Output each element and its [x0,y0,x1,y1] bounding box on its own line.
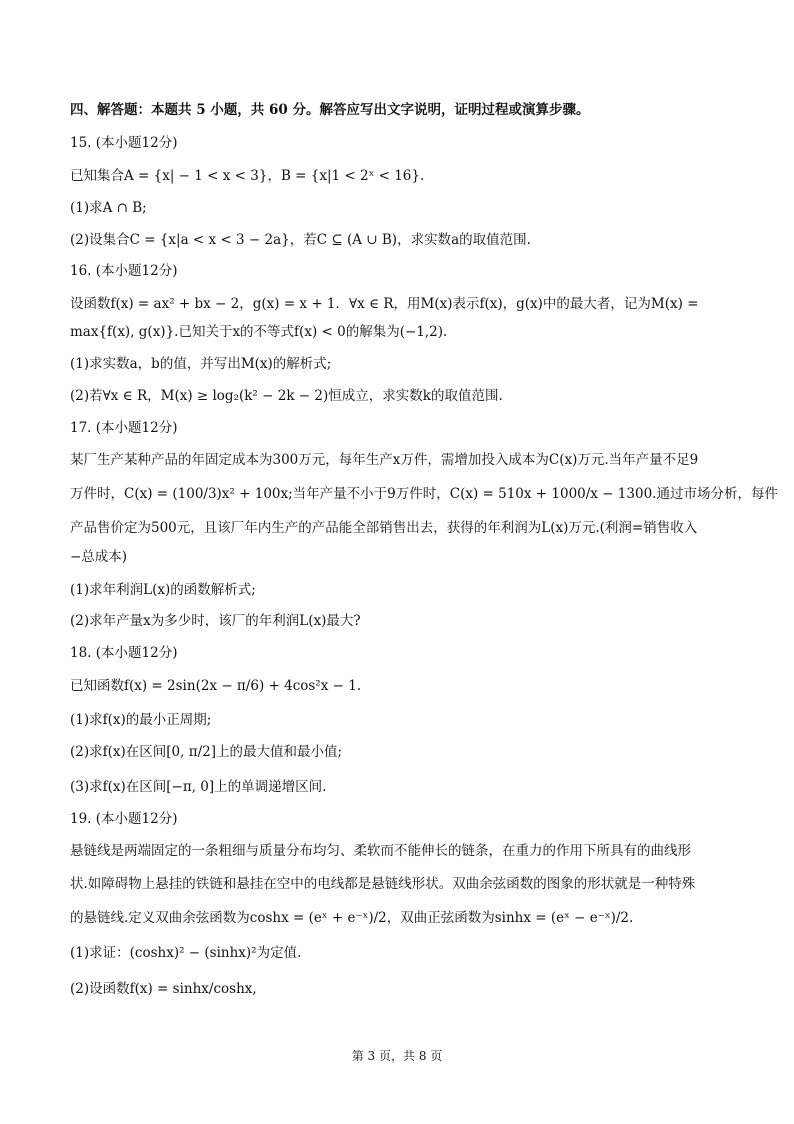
problem-16-line-4: (2)若∀x ∈ R，M(x) ≥ log₂(k² − 2k − 2)恒成立，求实数k的取值范围. [70,388,503,404]
problem-19-line-5: (2)设函数f(x) = sinhx/coshx, [70,981,257,997]
problem-19-header: 19. (本小题12分) [70,811,178,827]
problem-17-line-2: 万件时，C(x) = (100/3)x² + 100x;当年产量不小于9万件时，C(x) = 510x + 1000/x − 1300.通过市场分析，每件 [70,486,778,502]
problem-18-header: 18. (本小题12分) [70,645,178,661]
problem-17-line-5: (1)求年利润L(x)的函数解析式; [70,582,256,598]
problem-17-line-4: −总成本) [70,549,128,565]
section-heading: 四、解答题：本题共 5 小题，共 60 分。解答应写出文字说明，证明过程或演算步骤。 [70,102,590,118]
page-footer: 第 3 页，共 8 页 [351,1049,443,1063]
problem-19-line-3: 的悬链线.定义双曲余弦函数为coshx = (eˣ + e⁻ˣ)/2，双曲正弦函数为sinhx = (eˣ − e⁻ˣ)/2. [70,910,634,926]
problem-18-line-3: (2)求f(x)在区间[0, π/2]上的最大值和最小值; [70,744,343,760]
problem-18-line-1: 已知函数f(x) = 2sin(2x − π/6) + 4cos²x − 1. [70,678,362,694]
problem-19-line-1: 悬链线是两端固定的一条粗细与质量分布均匀、柔软而不能伸长的链条，在重力的作用下所具有的曲线形 [70,843,691,859]
problem-15-line-2: (1)求A ∩ B; [70,200,147,216]
problem-17-header: 17. (本小题12分) [70,420,178,436]
problem-16-line-3: (1)求实数a，b的值，并写出M(x)的解析式; [70,356,332,372]
problem-16-line-2: max{f(x), g(x)}.已知关于x的不等式f(x) < 0的解集为(−1,2). [70,324,448,340]
problem-18-line-2: (1)求f(x)的最小正周期; [70,712,212,728]
problem-17-line-3: 产品售价定为500元，且该厂年内生产的产品能全部销售出去，获得的年利润为L(x)万元.(利润=销售收入 [70,520,698,536]
problem-19-line-4: (1)求证：(coshx)² − (sinhx)²为定值. [70,945,302,961]
problem-16-line-1: 设函数f(x) = ax² + bx − 2，g(x) = x + 1．∀x ∈ R，用M(x)表示f(x)，g(x)中的最大者，记为M(x) = [70,296,699,312]
problem-15-line-1: 已知集合A = {x| − 1 < x < 3}，B = {x|1 < 2ˣ < 16}. [70,168,425,184]
problem-15-header: 15. (本小题12分) [70,135,178,151]
problem-19-line-2: 状.如障碍物上悬挂的铁链和悬挂在空中的电线都是悬链线形状。双曲余弦函数的图象的形状就是一种特殊 [70,876,696,892]
problem-16-header: 16. (本小题12分) [70,263,178,279]
problem-17-line-6: (2)求年产量x为多少时，该厂的年利润L(x)最大? [70,613,361,629]
problem-18-line-4: (3)求f(x)在区间[−π, 0]上的单调递增区间. [70,779,327,795]
problem-17-line-1: 某厂生产某种产品的年固定成本为300万元，每年生产x万件，需增加投入成本为C(x)万元.当年产量不足9 [70,452,699,468]
problem-15-line-3: (2)设集合C = {x|a < x < 3 − 2a}，若C ⊆ (A ∪ B)，求实数a的取值范围. [70,232,531,248]
